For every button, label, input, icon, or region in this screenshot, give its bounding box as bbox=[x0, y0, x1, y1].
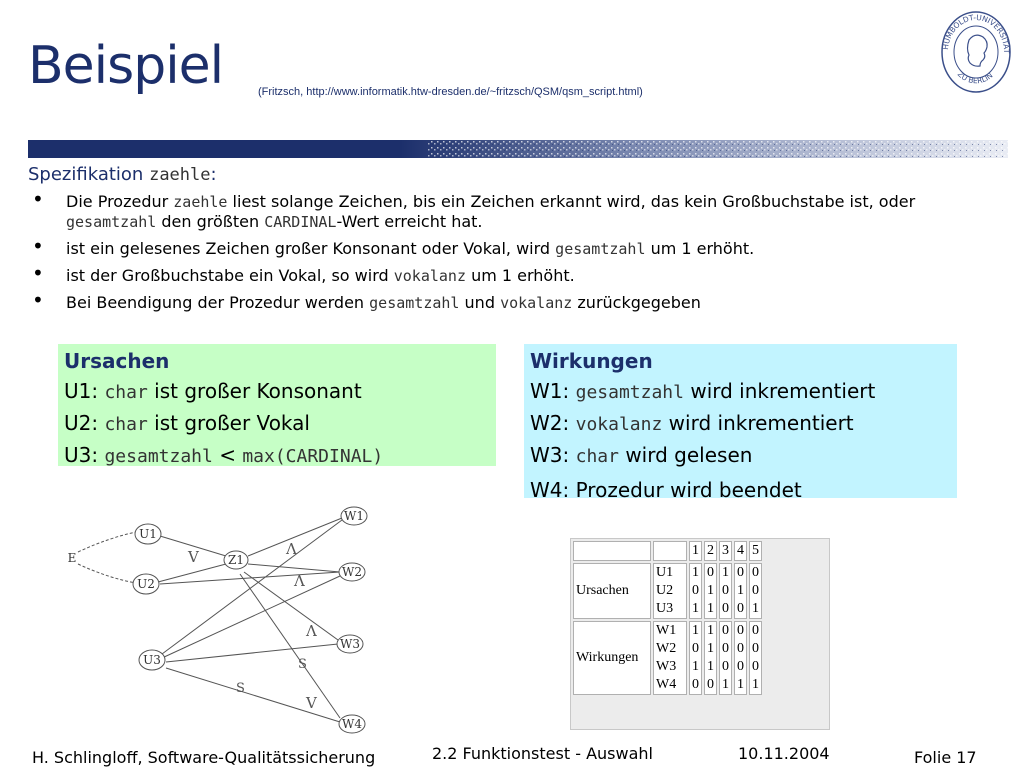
list-item: • Bei Beendigung der Prozedur werden gesamtzahl und vokalanz zurückgegeben bbox=[28, 293, 988, 313]
decision-table-frame bbox=[570, 538, 830, 730]
edge-e-u1 bbox=[78, 532, 136, 552]
column-header: 5 bbox=[749, 541, 762, 561]
node-u3-label: U3 bbox=[143, 653, 161, 667]
svg-text:HUMBOLDT-UNIVERSITÄT: HUMBOLDT-UNIVERSITÄT bbox=[941, 12, 1012, 54]
node-w4-label: W4 bbox=[342, 717, 362, 731]
footer-date: 10.11.2004 bbox=[738, 744, 830, 763]
cause-u1: U1: char ist großer Konsonant bbox=[64, 379, 362, 403]
effect-w3: W3: char wird gelesen bbox=[530, 443, 753, 467]
decision-table bbox=[571, 539, 764, 697]
edge-e-u2 bbox=[78, 564, 136, 583]
table-header-row bbox=[573, 541, 762, 561]
effect-w2: W2: vokalanz wird inkrementiert bbox=[530, 411, 854, 435]
or-label: V bbox=[188, 548, 199, 566]
edge-z1-w2 bbox=[248, 564, 340, 572]
ursachen-box bbox=[58, 344, 496, 466]
cause-u2: U2: char ist großer Vokal bbox=[64, 411, 310, 435]
list-item: • ist der Großbuchstabe ein Vokal, so wird vokalanz um 1 erhöht. bbox=[28, 266, 988, 286]
node-u2-label: U2 bbox=[137, 577, 155, 591]
or-label-2: V bbox=[306, 694, 317, 712]
node-w2-label: W2 bbox=[342, 565, 362, 579]
footer-author: H. Schlingloff, Software-Qualitätssicherung bbox=[32, 748, 376, 767]
edge-u2-z1 bbox=[158, 564, 226, 582]
edge-u2-w2 bbox=[160, 572, 340, 584]
svg-text:ZU BERLIN: ZU BERLIN bbox=[955, 69, 995, 86]
and-label-3: Λ bbox=[306, 622, 317, 640]
edge-z1-w4 bbox=[240, 574, 340, 718]
list-item: • Die Prozedur zaehle liest solange Zeichen, bis ein Zeichen erkannt wird, das kein Großbuchstabe ist, oder gesamtzahl den größten CARDINAL-Wert erreicht hat. bbox=[28, 192, 988, 232]
node-e-label: E bbox=[67, 551, 77, 565]
node-z1-label: Z1 bbox=[228, 553, 244, 567]
s-label-2: S bbox=[236, 681, 245, 696]
and-label-1: Λ bbox=[286, 540, 297, 558]
column-header: 4 bbox=[734, 541, 747, 561]
ursachen-heading: Ursachen bbox=[64, 349, 170, 373]
node-w1-label: W1 bbox=[344, 509, 364, 523]
spec-bullet-list bbox=[28, 192, 988, 320]
node-w3-label: W3 bbox=[340, 637, 360, 651]
and-label-2: Λ bbox=[294, 572, 305, 590]
group-label-ursachen: Ursachen bbox=[573, 563, 651, 619]
header-divider-bar bbox=[28, 140, 1008, 158]
source-citation: (Fritzsch, http://www.informatik.htw-dresden.de/~fritzsch/QSM/qsm_script.html) bbox=[258, 86, 643, 98]
effect-w4: W4: Prozedur wird beendet bbox=[530, 478, 802, 502]
spec-heading: Spezifikation zaehle: bbox=[28, 164, 217, 185]
wirkungen-heading: Wirkungen bbox=[530, 349, 653, 373]
footer-slide-number: Folie 17 bbox=[914, 748, 977, 767]
list-item: • ist ein gelesenes Zeichen großer Konsonant oder Vokal, wird gesamtzahl um 1 erhöht. bbox=[28, 239, 988, 259]
node-u1-label: U1 bbox=[139, 527, 157, 541]
wirkungen-box bbox=[524, 344, 957, 502]
column-header: 3 bbox=[719, 541, 732, 561]
s-label-1: S bbox=[298, 657, 307, 672]
table-row: Ursachen U1 U2 U3 1 0 1 0 1 1 1 0 0 0 1 0 0 0 1 bbox=[573, 563, 762, 619]
cause-effect-graph bbox=[60, 500, 380, 740]
cause-u3: U3: gesamtzahl < max(CARDINAL) bbox=[64, 443, 384, 467]
university-seal-logo bbox=[936, 6, 1016, 96]
footer-topic: 2.2 Funktionstest - Auswahl bbox=[432, 744, 653, 763]
page-title: Beispiel bbox=[28, 36, 224, 96]
effect-w1: W1: gesamtzahl wird inkrementiert bbox=[530, 379, 876, 403]
table-row: Wirkungen W1 W2 W3 W4 1 0 1 0 1 1 1 0 0 0 0 1 0 0 0 1 0 0 0 1 bbox=[573, 621, 762, 695]
group-label-wirkungen: Wirkungen bbox=[573, 621, 651, 695]
column-header: 2 bbox=[704, 541, 717, 561]
edge-u3-w3 bbox=[166, 644, 338, 662]
column-header: 1 bbox=[689, 541, 702, 561]
